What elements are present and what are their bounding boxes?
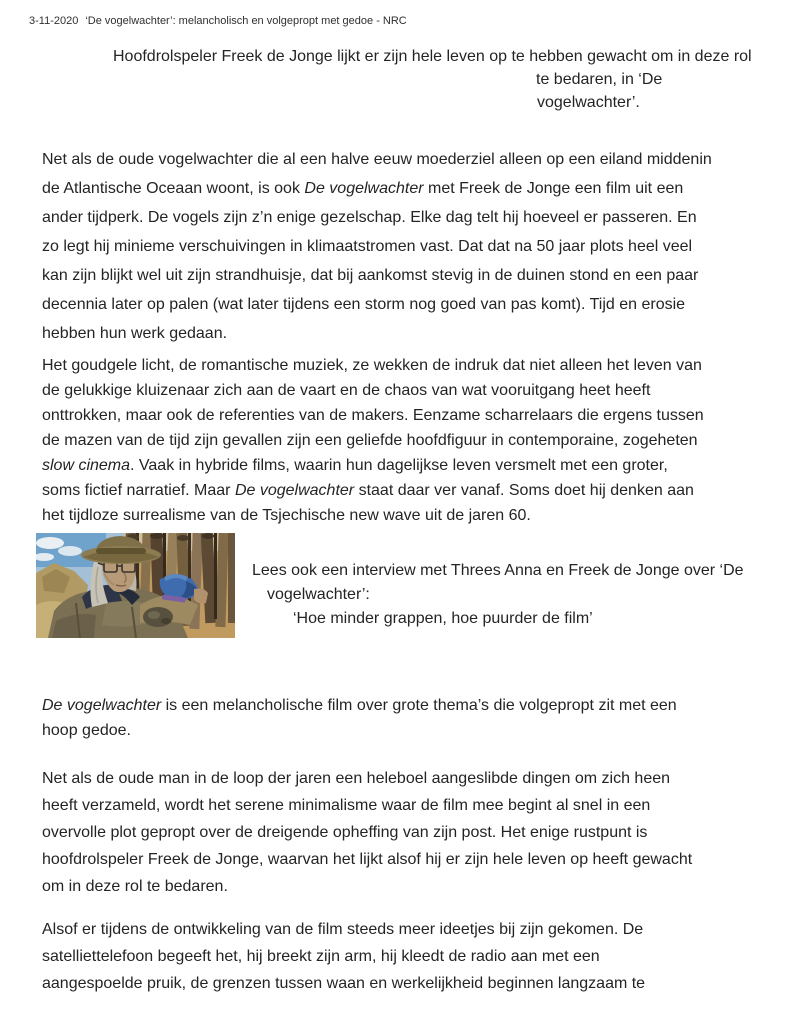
article-paragraph-4 [42,765,692,900]
text-line: Net als de oude man in de loop der jaren een heleboel aangeslibde dingen om zich heen [42,770,671,787]
text-line: overvolle plot gepropt over de dreigende opheffing van zijn post. Het enige rustpunt is [42,824,648,841]
text-line: ‘Hoe minder grappen, hoe puurder de film’ [293,610,593,627]
text-line: aangespoelde pruik, de grenzen tussen waan en werkelijkheid beginnen langzaam te [42,975,646,992]
text-line: hebben hun werk gedaan. [42,325,228,342]
text-line: Het goudgele licht, de romantische muziek, ze wekken de indruk dat niet alleen het leven van [42,357,702,374]
text-line: ander tijdperk. De vogels zijn z’n enige gezelschap. Elke dag telt hij hoeveel er passeren. En [42,209,697,226]
text-line: zo legt hij minieme verschuivingen in klimaatstromen vast. Dat dat na 50 jaar plots heel veel [42,238,693,255]
text-line: kan zijn blijkt wel uit zijn strandhuisje, dat bij aankomst stevig in de duinen stond en een paar [42,267,699,284]
article-paragraph-1 [42,145,712,348]
header-date: 3-11-2020 [29,15,79,27]
article-paragraph-2 [42,353,704,528]
text-line: hoofdrolspeler Freek de Jonge, waarvan het lijkt alsof hij er zijn hele leven op heeft gewacht [42,851,693,868]
print-header [29,15,407,28]
text-line: te bedaren, in ‘De [536,71,663,88]
text-line: De vogelwachter is een melancholische film over grote thema’s die volgepropt zit met een [42,697,677,714]
text-line: de gelukkige kluizenaar zich aan de vaart en de chaos van wat vooruitgang heet heeft [42,382,651,399]
article-paragraph-5 [42,916,645,997]
text-line: satelliettelefoon begeeft het, hij breekt zijn arm, hij kleedt de radio aan met een [42,948,600,965]
read-also-link[interactable] [0,559,744,631]
article-intro [0,45,752,114]
text-line: Alsof er tijdens de ontwikkeling van de film steeds meer ideetjes bij zijn gekomen. De [42,921,644,938]
text-line: soms fictief narratief. Maar De vogelwachter staat daar ver vanaf. Soms doet hij denken aan [42,482,694,499]
text-line: slow cinema. Vaak in hybride films, waarin hun dagelijkse leven versmelt met een groter, [42,457,668,474]
text-line: Net als de oude vogelwachter die al een halve eeuw moederziel alleen op een eiland middenin [42,151,712,168]
text-line: Lees ook een interview met Threes Anna en Freek de Jonge over ‘De [252,562,744,579]
text-line: vogelwachter’. [537,94,640,111]
text-line: de Atlantische Oceaan woont, is ook De vogelwachter met Freek de Jonge een film uit een [42,180,684,197]
text-line: onttrokken, maar ook de referenties van de makers. Eenzame scharrelaars die ergens tussen [42,407,704,424]
article-paragraph-3 [42,693,677,743]
text-line: vogelwachter’: [267,586,370,603]
text-line: de mazen van de tijd zijn gevallen zijn een geliefde hoofdfiguur in contemporaine, zogeheten [42,432,698,449]
text-line: hoop gedoe. [42,722,131,739]
text-line: Hoofdrolspeler Freek de Jonge lijkt er zijn hele leven op te hebben gewacht om in deze rol [113,48,752,65]
text-line: om in deze rol te bedaren. [42,878,228,895]
text-line: heeft verzameld, wordt het serene minimalisme waar de film mee begint al snel in een [42,797,651,814]
header-title: ‘De vogelwachter’: melancholisch en volgepropt met gedoe - NRC [85,15,407,27]
text-line: decennia later op palen (wat later tijdens een storm nog goed van pas komt). Tijd en erosie [42,296,686,313]
text-line: het tijdloze surrealisme van de Tsjechische new wave uit de jaren 60. [42,507,531,524]
